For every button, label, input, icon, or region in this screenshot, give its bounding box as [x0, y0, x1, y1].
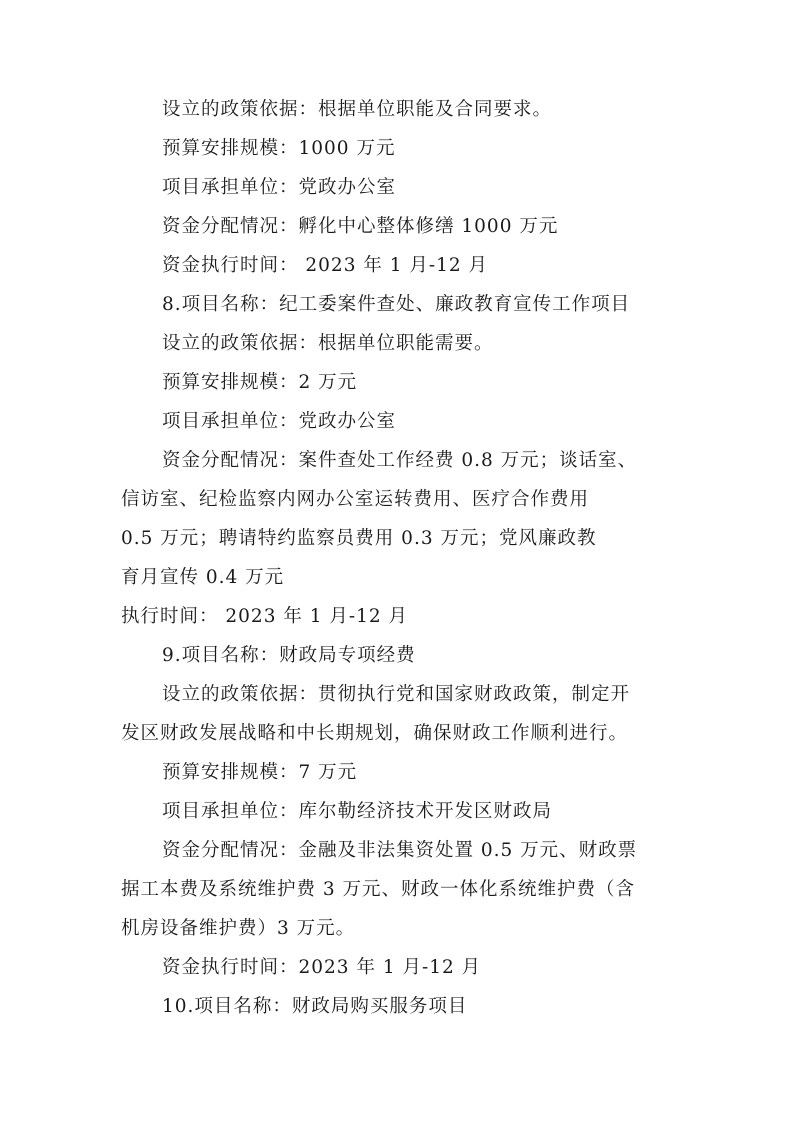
text-line: 发区财政发展战略和中长期规划，确保财政工作顺利进行。: [121, 723, 629, 744]
section-heading: 8.项目名称：纪工委案件查处、廉政教育宣传工作项目: [162, 294, 631, 315]
text-line: 项目承担单位：党政办公室: [162, 177, 397, 198]
text-line: 预算安排规模：7 万元: [162, 762, 358, 783]
text-line: 项目承担单位：库尔勒经济技术开发区财政局: [162, 801, 553, 822]
section-heading: 9.项目名称：财政局专项经费: [162, 645, 416, 666]
text-line: 机房设备维护费）3 万元。: [121, 918, 356, 939]
text-line: 资金分配情况：金融及非法集资处置 0.5 万元、财政票: [162, 840, 638, 861]
text-line: 0.5 万元；聘请特约监察员费用 0.3 万元；党风廉政教: [121, 528, 597, 549]
text-line: 设立的政策依据：根据单位职能及合同要求。: [162, 99, 553, 120]
text-line: 预算安排规模：1000 万元: [162, 138, 396, 159]
text-line: 据工本费及系统维护费 3 万元、财政一体化系统维护费（含: [121, 879, 636, 900]
text-line: 执行时间： 2023 年 1 月-12 月: [121, 606, 409, 627]
text-line: 资金分配情况：孵化中心整体修缮 1000 万元: [162, 216, 559, 237]
text-line: 资金执行时间： 2023 年 1 月-12 月: [162, 255, 489, 276]
text-line: 设立的政策依据：根据单位职能需要。: [162, 333, 494, 354]
text-line: 育月宣传 0.4 万元: [121, 567, 285, 588]
text-line: 信访室、纪检监察内网办公室运转费用、医疗合作费用: [121, 489, 590, 510]
text-line: 资金执行时间：2023 年 1 月-12 月: [162, 957, 482, 978]
text-line: 资金分配情况：案件查处工作经费 0.8 万元；谈话室、: [162, 450, 638, 471]
text-line: 项目承担单位：党政办公室: [162, 411, 397, 432]
text-line: 设立的政策依据：贯彻执行党和国家财政政策，制定开: [162, 684, 631, 705]
text-line: 预算安排规模：2 万元: [162, 372, 358, 393]
section-heading: 10.项目名称：财政局购买服务项目: [162, 996, 468, 1017]
